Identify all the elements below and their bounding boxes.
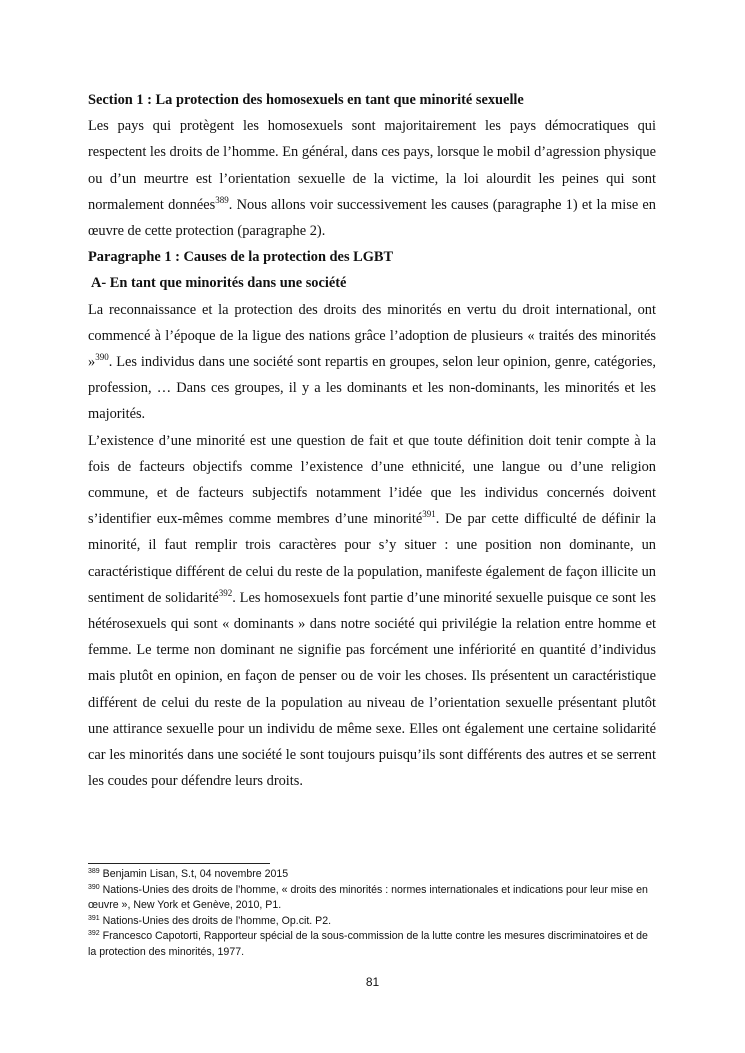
footnote-ref-389: 389	[215, 194, 229, 205]
paragraph-text: . Nous allons voir successivement les causes (paragraphe 1) et la mise en œuvre de cette protection (paragraphe 2).	[88, 196, 656, 240]
footnote-separator	[88, 863, 270, 864]
footnote-text: Francesco Capotorti, Rapporteur spécial de la sous-commission de la lutte contre les mesures discriminatoires et de la protection des minorités, 1977.	[88, 930, 648, 958]
footnote-number: 390	[88, 883, 100, 891]
paragraph-title: Paragraphe 1 : Causes de la protection des LGBT	[88, 249, 394, 266]
footnote-ref-390: 390	[95, 352, 109, 363]
footnotes	[88, 867, 656, 961]
footnote-item	[88, 914, 656, 930]
paragraph-text: . De par cette difficulté de définir la minorité, il faut remplir trois caractères pour s’y situer : une position non dominante, un caractéristique différent de celui du reste de la population, manifeste également de façon illicite un sentiment de solidarité	[88, 511, 656, 606]
footnote-text: Nations-Unies des droits de l’homme, Op.cit. P2.	[99, 914, 332, 927]
body-paragraph	[88, 428, 656, 795]
main-content	[88, 87, 656, 794]
paragraph-text: . Les individus dans une société sont repartis en groupes, selon leur opinion, genre, catégories, profession, … Dans ces groupes, il y a les dominants et les non-dominants, les minorités et les majorités.	[88, 354, 656, 423]
footnote-text: Nations-Unies des droits de l’homme, « droits des minorités : normes internationales et indications pour leur mise en œuvre », New York et Genève, 2010, P1.	[88, 883, 648, 912]
body-paragraph	[88, 297, 656, 428]
footnote-ref-392: 392	[218, 587, 233, 598]
page-number: 81	[365, 975, 380, 989]
section-title: Section 1 : La protection des homosexuels en tant que minorité sexuelle	[88, 92, 524, 108]
paragraph-text: L’existence d’une minorité est une question de fait et que toute définition doit tenir compte à la fois de facteurs objectifs comme l’existence d’une ethnicité, une langue ou d’une religion commune, et de facteurs subjectifs notamment l’idée que les individus concernés doivent s’identifier eux-mêmes comme membres d’une minorité	[88, 432, 656, 528]
footnote-number: 391	[88, 914, 100, 922]
footnote-item	[88, 929, 656, 960]
paragraph-text: . Les homosexuels font partie d’une minorité sexuelle puisque ce sont les hétérosexuels qui sont « dominants » dans notre société qui privilégie la relation entre homme et femme. Le terme non dominant ne signifie pas forcément une infériorité en quantité d’individus mais plutôt en opinion, en façon de penser ou de voir les choses. Ils présentent un caractéristique différent de celui du reste de la population au niveau de l’orientation sexuelle présentant plutôt une attirance sexuelle pour un individu de même sexe. Elles ont également une certaine solidarité car les minorités dans une société le sont toujours puisqu’ils sont différents des autres et se serrent les coudes pour défendre leurs droits.	[88, 589, 656, 790]
footnote-item	[88, 883, 656, 914]
footnote-item	[88, 867, 656, 883]
subsection-title: A- En tant que minorités dans une société	[91, 275, 347, 292]
paragraph-text: Les pays qui protègent les homosexuels sont majoritairement les pays démocratiques qui respectent les droits de l’homme. En général, dans ces pays, lorsque le mobil d’agression physique ou d’un meurtre est l’orientation sexuelle de la victime, la loi alourdit les peines qui sont normalement données	[88, 118, 656, 213]
footnote-text: Benjamin Lisan, S.t, 04 novembre 2015	[99, 868, 289, 880]
body-paragraph	[88, 113, 656, 244]
footnote-ref-391: 391	[422, 509, 436, 520]
footnote-number: 392	[88, 930, 100, 938]
footnote-number: 389	[88, 868, 100, 875]
paragraph-text: La reconnaissance et la protection des droits des minorités en vertu du droit international, ont commencé à l’époque de la ligue des nations grâce l’adoption de plusieurs « traités des minorités »	[88, 301, 656, 371]
